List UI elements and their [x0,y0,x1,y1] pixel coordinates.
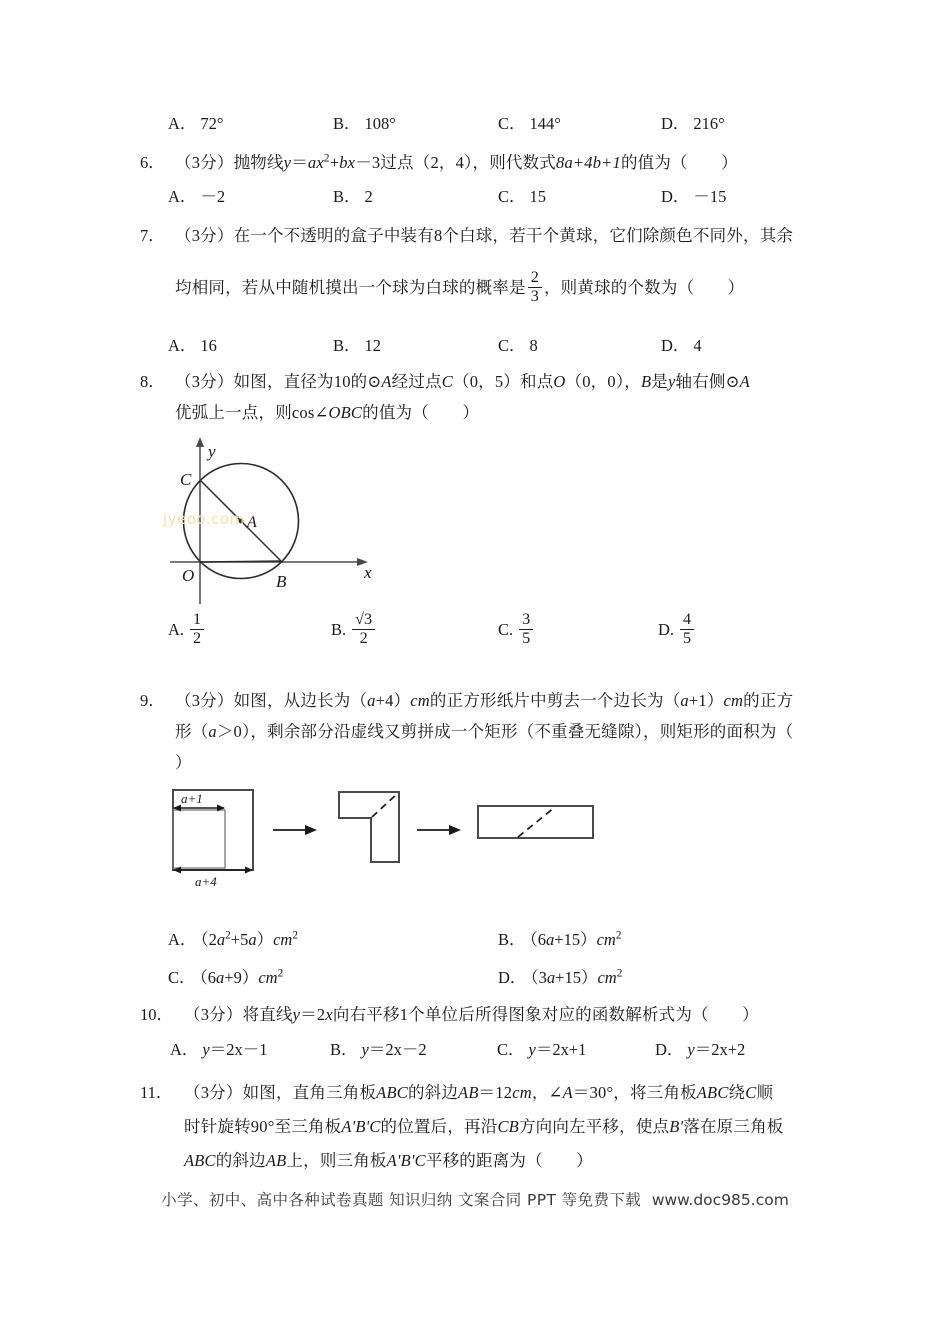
q10-option-c[interactable] [497,1036,586,1064]
q11-number: 11． [140,1083,173,1102]
q8-point-C: C [441,372,453,391]
q10-stem-b: 向右平移1个单位后所得图象对应的函数解析式为（ ） [332,1005,759,1024]
q11-line1-d: ，∠ [531,1083,563,1102]
q9-unit-cm2: cm [723,691,744,710]
figure-watermark: jyeoo.com [163,510,245,528]
q8-option-c-label: C. [498,620,514,640]
q9-option-b[interactable] [498,926,621,954]
q10-option-b[interactable] [330,1036,427,1064]
q9-option-a-unit: cm [273,930,293,949]
q8-option-b-num: √3 [352,612,375,630]
q9-option-c[interactable] [168,964,283,992]
q10-stem-eq: ＝2 [300,1005,326,1024]
q7-option-b-label: B． [333,336,361,355]
q5-option-b[interactable] [333,110,396,138]
q10-option-c-var: y [528,1040,536,1059]
q7-line2-a: 均相同，若从中随机摸出一个球为白球的概率是 [175,278,526,297]
q9-number: 9． [140,691,165,710]
q6-stem-1: 抛物线 [233,153,284,172]
q8-option-a-label: A. [168,620,185,640]
q11-line1-e: ＝30°，将三角板 [572,1083,697,1102]
q8-line1-e: 是 [651,372,668,391]
q6-option-d[interactable] [661,183,726,211]
q10-option-b-var: y [361,1040,369,1059]
q11-triangle-ABC: ABC [376,1083,408,1102]
q9-option-d-open: （3 [530,968,547,987]
transition-arrow-2-head [449,825,461,835]
q6-option-a-label: A． [168,187,197,206]
q6-eq-ax: ax [307,153,324,172]
final-rect-dashed-seam [518,807,555,837]
q9-line1-a: 如图，从边长为（ [233,691,368,710]
q11-line1-f: 绕 [728,1083,746,1102]
q9-option-b-label: B． [498,930,526,949]
q8-option-b[interactable] [331,612,377,648]
q6-option-a[interactable] [168,183,225,211]
q11-stem-line3 [184,1146,593,1176]
q5-option-c-label: C． [498,114,526,133]
q8-option-d-den: 5 [683,630,692,648]
q6-option-c-value: 15 [529,187,547,206]
l-shape [339,792,399,862]
q6-eq-plus: + [329,153,340,172]
q10-option-d-rest: ＝2x+2 [694,1040,746,1059]
q11-line2-a: 时针旋转90°至三角板 [184,1117,342,1136]
q7-number: 7． [140,226,165,245]
q7-line1: 在一个不透明的盒子中装有8个白球，若干个黄球，它们除颜色不同外，其余 [233,226,794,245]
q9-line2-b: ＞0），剩余部分沿虚线又剪拼成一个矩形（不重叠无缝隙），则矩形的面积为（ [216,722,794,741]
q9-var-a2: a [680,691,689,710]
q8-circle-center-A: A [381,372,392,391]
q11-triangle-ABC2: ABC [696,1083,729,1102]
label-a-plus-4: a+4 [195,874,217,889]
q5-option-b-value: 108° [364,114,396,133]
label-O: O [182,566,195,585]
q7-option-c-value: 8 [529,336,538,355]
q5-option-a[interactable] [168,110,224,138]
q11-line2-c: 方向向左平移，使点 [518,1117,670,1136]
q8-line2-b: 的值为（ ） [362,403,480,422]
q6-eq-y: y [283,153,292,172]
q10-var-y: y [292,1005,301,1024]
q6-stem-3: 的值为（ ） [620,153,738,172]
q6-option-b-value: 2 [364,187,373,206]
q10-var-x: x [325,1005,333,1024]
q7-line2-b: ，则黄球的个数为（ ） [543,278,745,297]
q9-line1-e: 的正方 [743,691,794,710]
q9-option-c-unit-sup: 2 [277,967,284,980]
q6-points: （3分） [175,153,234,172]
q11-point-B-prime: B' [669,1117,684,1136]
q9-option-b-unit-sup: 2 [615,929,622,942]
transition-arrow-1-head [305,825,317,835]
q9-option-a-rest: +5 [230,930,249,949]
q7-probability-fraction [528,270,542,306]
q11-triangle-ABC3: ABC [184,1151,216,1170]
q9-option-c-unit: cm [258,968,278,987]
label-C: C [180,470,192,489]
q8-number: 8． [140,372,165,391]
q11-line2-d: 落在原三角板 [683,1117,784,1136]
q9-option-c-label: C． [168,968,196,987]
q5-option-a-label: A． [168,114,197,133]
q9-option-b-open: （6 [529,930,547,949]
q9-stem-line2 [175,717,793,747]
q8-line1-f: 轴右侧⊙ [675,372,740,391]
q9-unit-cm1: cm [410,691,430,710]
q7-option-d-label: D． [661,336,690,355]
q6-number: 6． [140,153,165,172]
q9-option-a-unit-sup: 2 [292,929,298,942]
q9-line2-a: 形（ [175,722,209,741]
q7-fraction-denominator: 3 [530,288,539,306]
q5-option-d-label: D． [661,114,690,133]
q9-option-d-unit-sup: 2 [616,967,623,980]
q7-option-a-label: A． [168,336,197,355]
label-A: A [247,514,257,531]
q10-option-b-rest: ＝2x－2 [368,1040,427,1059]
q8-circle-center-A2: A [739,372,750,391]
q8-option-a-num: 1 [190,612,204,630]
q10-stem [184,1000,759,1030]
q11-stem-line1 [184,1078,773,1108]
q6-eq-eq: ＝ [291,153,308,172]
q9-option-a-var: a [216,930,226,949]
q5-option-b-label: B． [333,114,361,133]
q5-option-c[interactable] [498,110,561,138]
y-axis-arrow [196,437,204,447]
q9-line1-d: +1） [688,691,724,710]
inner-remaining-rect [173,810,225,868]
q10-number: 10． [140,1005,173,1024]
q11-line1-b: 的斜边 [407,1083,459,1102]
label-a-plus-1: a+1 [181,791,203,806]
q5-option-d-value: 216° [693,114,725,133]
q11-side-AB: AB [458,1083,479,1102]
q9-option-a-open: （2 [200,930,217,949]
q6-eq-bx: bx [339,153,356,172]
q11-unit-cm: cm [512,1083,532,1102]
q6-option-d-label: D． [661,187,690,206]
q6-option-c-label: C． [498,187,526,206]
q7-points: （3分） [175,226,234,245]
q10-points: （3分） [184,1005,243,1024]
q8-figure [163,432,398,607]
q6-eq-exponent: 2 [323,152,330,165]
q11-line3-c: 平移的距离为（ ） [425,1151,593,1170]
q10-option-a-label: A． [170,1040,199,1059]
q5-option-c-value: 144° [529,114,561,133]
q11-line3-a: 的斜边 [215,1151,266,1170]
label-y-axis: y [208,442,216,461]
q9-option-a-close: ） [256,930,274,949]
q8-axis-y: y [667,372,676,391]
q9-option-d-unit: cm [597,968,617,987]
q6-option-b-label: B． [333,187,361,206]
q9-option-b-rest: +15） [554,930,597,949]
q6-option-b[interactable] [333,183,373,211]
chord-OB [200,561,281,562]
q10-option-a-var: y [202,1040,210,1059]
q8-stem-line2 [175,398,479,428]
q8-option-b-label: B. [331,620,347,640]
final-rectangle [478,806,593,838]
q6-stem [175,148,738,178]
q8-option-b-den: 2 [359,630,368,648]
q9-option-b-unit: cm [596,930,616,949]
q8-option-c-fraction [519,612,533,648]
q7-option-c-label: C． [498,336,526,355]
q6-eq-minus3: －3 [355,153,381,172]
q8-stem-line1 [175,367,750,397]
q10-option-a-rest: ＝2x－1 [209,1040,268,1059]
q11-angle-A: A [562,1083,573,1102]
q9-stem-line1 [175,686,793,716]
q10-option-c-rest: ＝2x+1 [535,1040,587,1059]
q8-angle-OBC: OBC [328,403,363,422]
dim-arrow-large-right [245,867,253,874]
q8-option-a-den: 2 [193,630,202,648]
q7-option-a[interactable] [168,332,217,360]
q7-option-d-value: 4 [693,336,702,355]
q11-stem-line2 [184,1112,783,1142]
q9-option-a-label: A． [168,930,197,949]
q10-option-a[interactable] [170,1036,268,1064]
q5-option-a-value: 72° [200,114,224,133]
q11-triangle-ABC-prime: A'B'C [341,1117,381,1136]
q11-line1-a: 如图，直角三角板 [242,1083,377,1102]
q6-stem-2: 过点（2，4），则代数式 [380,153,557,172]
q7-stem-line2 [175,268,744,308]
q11-vertex-C: C [745,1083,757,1102]
q9-var-a3: a [208,722,217,741]
q10-option-b-label: B． [330,1040,358,1059]
q7-fraction-numerator: 2 [528,270,542,288]
q8-line1-d: （0，0）， [565,372,641,391]
q9-stem-line3 [175,748,192,778]
q9-points: （3分） [175,691,234,710]
q8-option-d-fraction [680,612,694,648]
q7-option-b[interactable] [333,332,381,360]
q8-option-d-label: D. [658,620,675,640]
q9-line1-c: 的正方形纸片中剪去一个边长为（ [429,691,681,710]
q8-option-d-num: 4 [680,612,694,630]
q8-line1-c: （0，5）和点 [453,372,554,391]
q9-line3: ） [175,753,192,772]
q8-option-a[interactable] [168,612,206,648]
q11-triangle-ABC-prime2: A'B'C [386,1151,426,1170]
q9-option-d-var: a [546,968,556,987]
q9-option-d-label: D． [498,968,527,987]
page-footer [0,1188,950,1210]
label-x-axis: x [364,563,372,582]
q9-option-d-rest: +15） [555,968,598,987]
q9-line1-b: +4） [375,691,411,710]
q11-line1-c: ＝12 [478,1083,513,1102]
q8-option-c-den: 5 [522,630,531,648]
q10-option-d-var: y [687,1040,695,1059]
q9-option-c-var: a [216,968,225,987]
q9-option-d[interactable] [498,964,622,992]
q9-option-a[interactable] [168,926,298,954]
footer-text: 小学、初中、高中各种试卷真题 知识归纳 文案合同 PPT 等免费下载 [161,1191,642,1209]
q11-points: （3分） [184,1083,243,1102]
q7-option-c[interactable] [498,332,538,360]
q8-option-d[interactable] [658,612,696,648]
q7-option-a-value: 16 [200,336,217,355]
q10-option-d[interactable] [655,1036,745,1064]
q8-points: （3分） [175,372,234,391]
q5-option-d[interactable] [661,110,725,138]
q6-expr: 8a+4b+1 [556,153,621,172]
q8-option-b-fraction [352,612,375,648]
q10-option-d-label: D． [655,1040,684,1059]
q7-stem-line1 [175,221,793,251]
q8-option-a-fraction [190,612,204,648]
q10-stem-a: 将直线 [242,1005,293,1024]
q9-figure [163,788,603,893]
q6-option-d-value: －15 [693,187,727,206]
q11-side-AB2: AB [265,1151,287,1170]
label-B: B [276,572,287,591]
q9-option-b-var: a [546,930,555,949]
q8-line1-a: 如图，直径为10的⊙ [233,372,382,391]
q11-segment-CB: CB [497,1117,519,1136]
q11-line3-b: 上，则三角板 [286,1151,387,1170]
q7-option-d[interactable] [661,332,702,360]
footer-url[interactable]: www.doc985.com [651,1191,789,1209]
q8-line2-a: 优弧上一点，则cos∠ [175,403,329,422]
q7-option-b-value: 12 [364,336,382,355]
q10-option-c-label: C． [497,1040,525,1059]
q8-point-B: B [640,372,652,391]
q6-option-c[interactable] [498,183,546,211]
q8-option-c-num: 3 [519,612,533,630]
q11-line2-b: 的位置后，再沿 [380,1117,498,1136]
q11-line1-g: 顺 [756,1083,774,1102]
q8-point-O: O [553,372,566,391]
l-shape-dashed-cut [372,793,398,817]
q9-option-c-rest: +9） [224,968,259,987]
q9-option-c-open: （6 [199,968,217,987]
q9-var-a1: a [367,691,376,710]
q8-line1-b: 经过点 [391,372,442,391]
q6-option-a-value: －2 [200,187,226,206]
q9-option-a-var2: a [248,930,257,949]
q9-option-a-sup: 2 [225,929,231,942]
q8-option-c[interactable] [498,612,535,648]
cut-rearrange-svg [163,788,603,893]
